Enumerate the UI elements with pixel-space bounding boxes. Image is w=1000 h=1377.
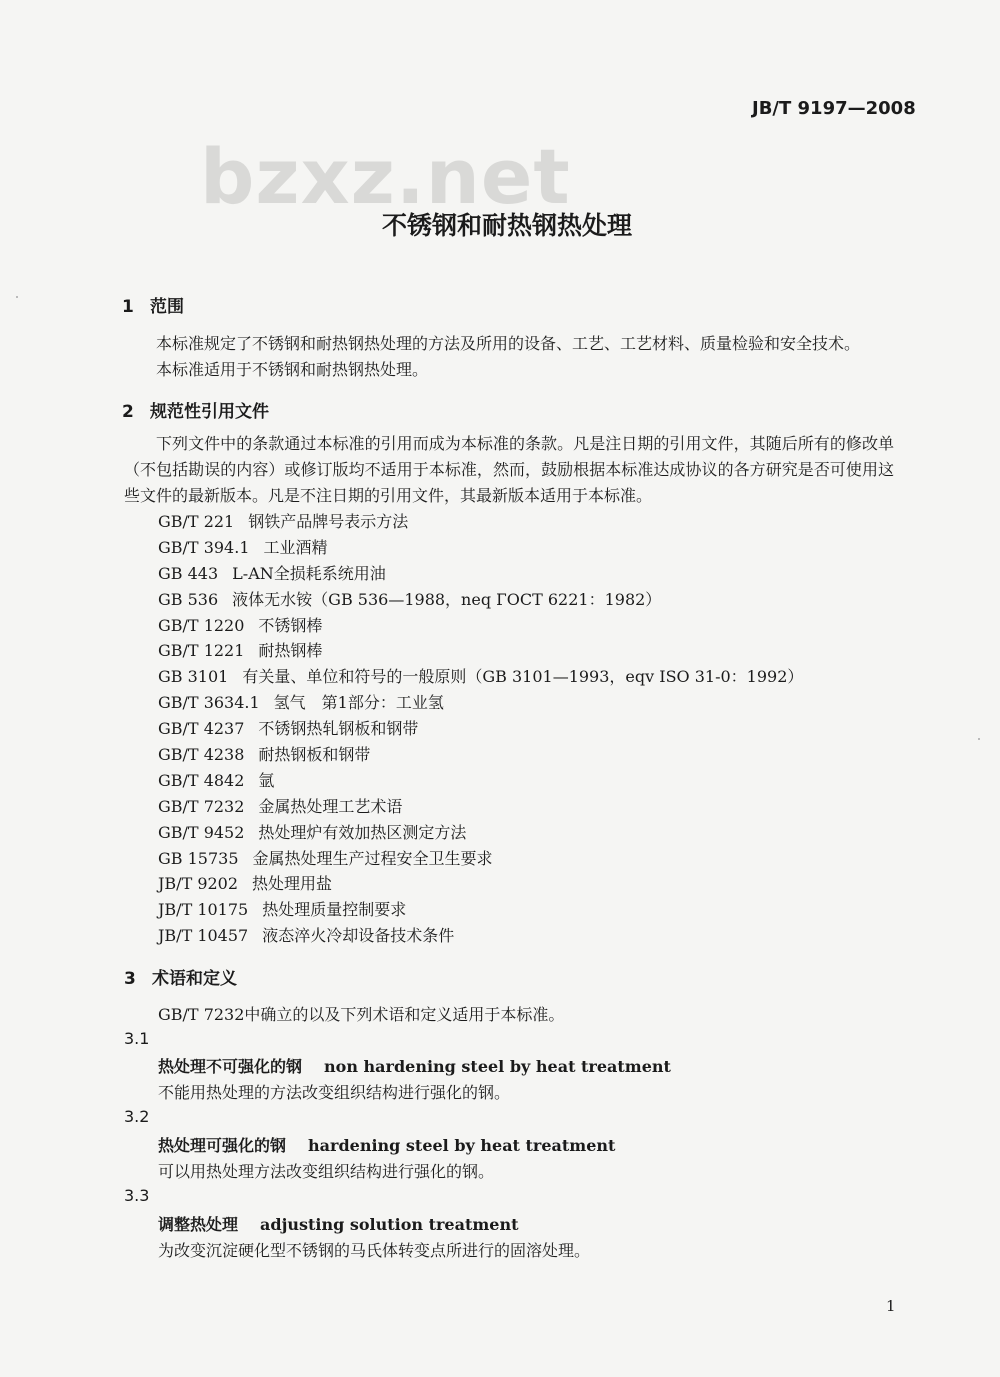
- reference-code: GB/T 4237: [158, 719, 245, 739]
- reference-code: GB/T 7232: [158, 796, 245, 816]
- reference-title: 耐热钢板和钢带: [258, 745, 371, 765]
- reference-title: 液态淬火冷却设备技术条件: [262, 926, 455, 946]
- reference-list: [158, 509, 803, 949]
- reference-title: 热处理用盐: [252, 874, 333, 894]
- term-number: 3.3: [124, 1186, 150, 1205]
- term-english: non hardening steel by heat treatment: [324, 1057, 671, 1076]
- reference-title: 氩: [258, 770, 275, 790]
- standard-code: JB/T 9197—2008: [752, 98, 916, 119]
- reference-title: 有关量、单位和符号的一般原则（GB 3101—1993，eqv ISO 31-0：1992）: [242, 667, 804, 687]
- reference-item: [158, 587, 803, 613]
- reference-code: GB 15735: [158, 848, 239, 868]
- reference-item: [158, 716, 803, 742]
- page-number: 1: [886, 1297, 896, 1315]
- scan-speck: [978, 738, 980, 740]
- reference-code: GB/T 221: [158, 512, 235, 531]
- reference-code: GB/T 4238: [158, 745, 245, 765]
- reference-item: [158, 923, 803, 949]
- section-title: 规范性引用文件: [150, 402, 269, 422]
- section-3-heading: [124, 964, 237, 989]
- reference-item: [158, 509, 803, 535]
- reference-item: [158, 638, 803, 664]
- reference-item: [158, 820, 803, 846]
- reference-item: [158, 535, 803, 561]
- reference-code: JB/T 9202: [158, 874, 239, 894]
- reference-item: [158, 897, 803, 923]
- section-number: 1: [122, 297, 134, 317]
- term-heading: [158, 1212, 518, 1235]
- reference-title: 不锈钢棒: [258, 615, 323, 635]
- reference-title: L-AN全损耗系统用油: [232, 563, 386, 583]
- reference-title: 工业酒精: [263, 537, 328, 557]
- term-chinese: 调整热处理: [158, 1215, 239, 1234]
- reference-item: [158, 742, 803, 768]
- term-number: 3.2: [124, 1107, 150, 1126]
- reference-code: GB/T 4842: [158, 770, 245, 790]
- paragraph: 本标准适用于不锈钢和耐热钢热处理。: [156, 360, 429, 379]
- reference-title: 氢气 第1部分：工业氢: [273, 693, 444, 713]
- reference-code: GB 536: [158, 589, 219, 609]
- section-1-heading: [122, 292, 184, 317]
- reference-item: [158, 561, 803, 587]
- references-intro: 下列文件中的条款通过本标准的引用而成为本标准的条款。凡是注日期的引用文件，其随后所有的修改单（不包括勘误的内容）或修订版均不适用于本标准，然而，鼓励根据本标准达成协议的各方研究是否可使用这些文件的最新版本。凡是不注日期的引用文件，其最新版本适用于本标准。: [124, 434, 894, 505]
- scan-speck: [16, 296, 18, 298]
- reference-item: [158, 846, 803, 872]
- reference-item: [158, 768, 803, 794]
- reference-code: JB/T 10457: [158, 926, 249, 946]
- section-number: 3: [124, 969, 136, 989]
- reference-title: 金属热处理生产过程安全卫生要求: [252, 848, 493, 868]
- term-definition: 为改变沉淀硬化型不锈钢的马氏体转变点所进行的固溶处理。: [158, 1241, 591, 1260]
- reference-code: GB/T 1220: [158, 615, 245, 635]
- reference-code: JB/T 10175: [158, 900, 249, 920]
- section-number: 2: [122, 402, 134, 422]
- watermark: bzxz.net: [200, 132, 571, 221]
- term-chinese: 热处理可强化的钢: [158, 1136, 287, 1155]
- section-2-heading: [122, 397, 269, 422]
- section-title: 术语和定义: [152, 969, 237, 989]
- reference-item: [158, 690, 803, 716]
- term-number: 3.1: [124, 1029, 150, 1048]
- term-english: hardening steel by heat treatment: [308, 1136, 616, 1155]
- reference-title: 热处理炉有效加热区测定方法: [258, 822, 467, 842]
- reference-item: [158, 794, 803, 820]
- paragraph: 本标准规定了不锈钢和耐热钢热处理的方法及所用的设备、工艺、工艺材料、质量检验和安全技术。: [156, 334, 861, 353]
- document-title: 不锈钢和耐热钢热处理: [381, 211, 632, 240]
- reference-title: 不锈钢热轧钢板和钢带: [258, 719, 419, 739]
- reference-item: [158, 871, 803, 897]
- reference-code: GB 3101: [158, 667, 229, 687]
- reference-code: GB/T 1221: [158, 641, 245, 661]
- term-heading: [158, 1054, 671, 1077]
- reference-title: 液体无水铵（GB 536—1988，neq ГОСТ 6221：1982）: [232, 589, 662, 609]
- reference-item: [158, 664, 803, 690]
- reference-title: 热处理质量控制要求: [262, 900, 407, 920]
- term-chinese: 热处理不可强化的钢: [158, 1057, 303, 1076]
- reference-code: GB/T 9452: [158, 822, 245, 842]
- reference-title: 钢铁产品牌号表示方法: [248, 512, 409, 531]
- section-title: 范围: [150, 297, 184, 317]
- term-english: adjusting solution treatment: [260, 1215, 519, 1234]
- term-definition: 不能用热处理的方法改变组织结构进行强化的钢。: [158, 1083, 511, 1102]
- reference-code: GB/T 394.1: [158, 537, 250, 557]
- reference-item: [158, 613, 803, 639]
- reference-code: GB 443: [158, 563, 219, 583]
- reference-title: 耐热钢棒: [258, 641, 323, 661]
- term-heading: [158, 1133, 615, 1156]
- term-definition: 可以用热处理方法改变组织结构进行强化的钢。: [158, 1162, 495, 1181]
- reference-code: GB/T 3634.1: [158, 693, 260, 713]
- reference-title: 金属热处理工艺术语: [258, 796, 403, 816]
- terms-intro: GB/T 7232中确立的以及下列术语和定义适用于本标准。: [158, 1005, 565, 1024]
